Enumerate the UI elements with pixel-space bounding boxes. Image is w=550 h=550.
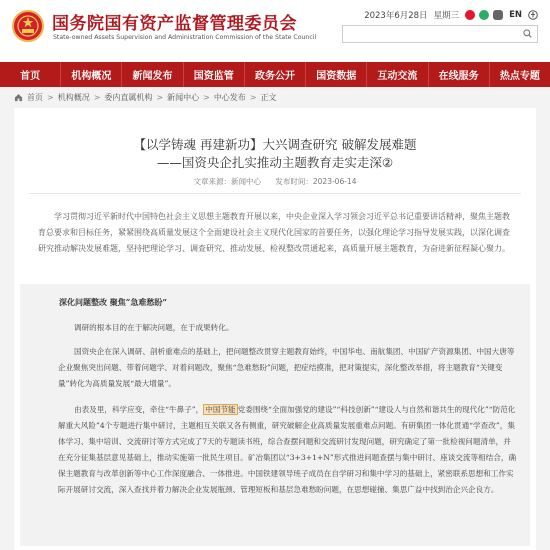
- header-utilities: [364, 9, 538, 21]
- paragraph-3-lead: 由表及里，科学应变，牵住“牛鼻子”，: [74, 405, 204, 414]
- breadcrumb-news-center[interactable]: 新闻中心: [167, 93, 200, 102]
- breadcrumb-home[interactable]: 首页: [27, 93, 43, 102]
- section-heading: 深化问题整改 聚焦“急难愁盼”: [59, 297, 167, 307]
- accessibility-icon[interactable]: [528, 10, 538, 20]
- english-link[interactable]: EN: [509, 10, 522, 20]
- article-title-line2: ——国资央企扎实推动主题教育走实走深②: [156, 155, 394, 170]
- article-source: 文章来源：新闻中心: [193, 177, 261, 186]
- breadcrumb-current: 正文: [260, 93, 277, 102]
- wechat-icon[interactable]: [479, 10, 489, 20]
- nav-disclosure[interactable]: 政务公开: [245, 62, 306, 87]
- nav-home[interactable]: 首页: [0, 62, 61, 87]
- nav-organization[interactable]: 机构概况: [61, 62, 122, 87]
- nav-topics[interactable]: 热点专题: [499, 71, 540, 82]
- site-title[interactable]: 国务院国有资产监督管理委员会: [52, 14, 297, 34]
- nav-data[interactable]: 国资数据: [306, 62, 367, 87]
- article-date: 发布时间：2023-06-14: [275, 177, 357, 186]
- national-emblem-icon[interactable]: [12, 10, 44, 42]
- highlighted-text[interactable]: 中国节能: [205, 405, 236, 414]
- paragraph-3-body: 党委围绕“全面加强党的建设”“科技创新”“建设人与自然和谐共生的现代化”“防范化解重大风险”4个专题进行集中研讨，主题相互关联又各有侧重，研究破解企业高质量发展重难点问题。有研集团一体化贯通“学查改”，集体学习、集中培训、交流研讨等方式完成了7天的专题读书班，综合查摆问题和交流研讨发现问题，研究确定了第一批检视问题清单，并在充分征集基层意见基础上，推动实施第一批民生项目。矿冶集团以“3+3+1+N”形式推进问题查摆与集中研讨、座谈交流等相结合，确保主题教育与改革创新等中心工作深度融合、一体推进。中国铁建领导班子成员在自学研习和集中学习的基础上，紧密联系思想和工作实际开展研讨交流，深入查找并着力解决企业发展瓶颈、管理短板和基层急难愁盼问题，在思想碰撞、集思广益中找到治企兴企良方。: [58, 405, 517, 494]
- breadcrumb-affiliates[interactable]: 委内直属机构: [104, 93, 153, 102]
- section-paragraph-2: 国资央企在深入调研、剖析重难点的基础上，把问题整改贯穿主题教育始终，中国华电、南航集团、中国矿产资源集团、中国大唐等企业聚焦突出问题、带着问题学、对着问题改，聚焦“急难愁盼”问题，把症结摸准，把对策提实，深化整改举措，将主题教育“关键变量”转化为高质量发展“最大增量”。: [58, 347, 515, 388]
- section-paragraph-1: 调研的根本目的在于解决问题，在于成果转化。: [74, 323, 234, 332]
- highlight-section: [20, 284, 530, 546]
- search-box: [342, 25, 538, 43]
- nav-interaction[interactable]: 互动交流: [367, 62, 428, 87]
- nav-online-service[interactable]: 在线服务: [429, 62, 490, 87]
- breadcrumb: 首页 > 机构概况 > 委内直属机构 > 新闻中心 > 中心发布 > 正文: [14, 92, 277, 103]
- title-divider: [29, 193, 521, 194]
- article-card: [14, 108, 536, 550]
- nav-news[interactable]: 新闻发布: [122, 62, 183, 87]
- main-nav: [0, 62, 550, 87]
- site-subtitle: State-owned Assets Supervision and Administration Commission of the State Council: [53, 34, 317, 41]
- search-icon[interactable]: [523, 29, 532, 38]
- article-title-line1: 【以学铸魂 再建新功】大兴调查研究 破解发展难题: [133, 137, 417, 152]
- article-intro: 学习贯彻习近平新时代中国特色社会主义思想主题教育开展以来，中央企业深入学习领会习近平总书记重要讲话精神，聚焦主题教育总要求和目标任务，紧紧围绕高质量发展这个全面建设社会主义现代化国家的首要任务，以强化理论学习指导发展实践，以深化调查研究推动解决发展难题，坚持把理论学习、调查研究、推动发展、检视整改贯通起来，高质量开展主题教育，为奋进新征程凝心聚力。: [38, 212, 510, 253]
- site-header: [0, 0, 550, 62]
- nav-supervision[interactable]: 国资监管: [184, 62, 245, 87]
- breadcrumb-organization[interactable]: 机构概况: [57, 93, 90, 102]
- weibo-icon[interactable]: [465, 10, 475, 20]
- home-icon: [14, 93, 23, 102]
- article-meta: [14, 176, 536, 187]
- current-weekday: 星期三: [433, 11, 460, 21]
- search-input[interactable]: [343, 31, 518, 47]
- section-paragraph-3: [58, 402, 518, 498]
- current-date: 2023年6月28日: [364, 11, 428, 21]
- breadcrumb-releases[interactable]: 中心发布: [213, 93, 246, 102]
- mobile-icon[interactable]: [493, 10, 503, 20]
